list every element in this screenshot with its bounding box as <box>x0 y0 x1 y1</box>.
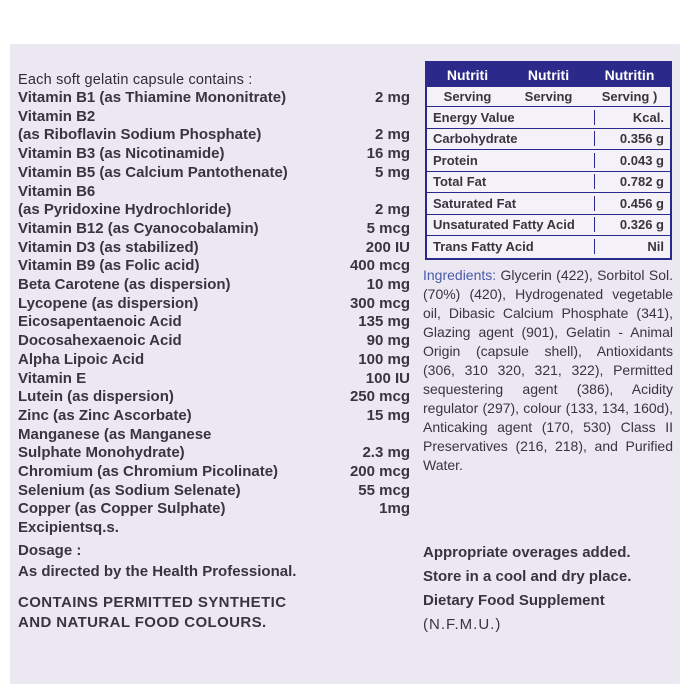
composition-value: 250 mcg <box>349 388 410 406</box>
nutrition-value: 0.326 g <box>594 217 664 232</box>
dosage-text: As directed by the Health Professional. <box>18 563 297 580</box>
composition-name: Zinc (as Zinc Ascorbate) <box>18 406 192 424</box>
colours-statement <box>18 593 286 633</box>
composition-row <box>18 407 410 426</box>
composition-row <box>18 145 410 164</box>
composition-name: Docosahexaenoic Acid <box>18 332 182 350</box>
composition-value: 5 mcg <box>366 219 410 237</box>
composition-row <box>18 351 410 370</box>
composition-value <box>404 426 410 445</box>
nutrition-label: Carbohydrate <box>433 131 518 147</box>
nutrition-table <box>425 61 672 260</box>
composition-name: (as Riboflavin Sodium Phosphate) <box>18 126 262 144</box>
nutrition-header-cell: Nutritin <box>604 67 655 83</box>
composition-row <box>18 388 410 407</box>
composition-name: Chromium (as Chromium Picolinate) <box>18 463 279 481</box>
nutrition-row <box>427 107 670 129</box>
nutrition-row <box>427 193 670 215</box>
composition-value: 1mg <box>379 500 410 518</box>
composition-name: Vitamin B5 (as Calcium Pantothenate) <box>18 163 288 181</box>
nutrition-value: 0.782 g <box>594 174 664 189</box>
composition-row <box>18 276 410 295</box>
composition-row <box>18 519 410 538</box>
composition-name: Vitamin B6 <box>18 182 96 200</box>
nutrition-row <box>427 172 670 194</box>
composition-list <box>18 89 410 538</box>
nutrition-subheader-cell: Serving <box>524 89 573 104</box>
composition-name: Excipientsq.s. <box>18 519 119 537</box>
overages-note: Appropriate overages added. <box>423 544 631 561</box>
nutrition-subheader-cell: Serving <box>443 89 492 104</box>
nutrition-subheader-cell: Serving ) <box>601 89 658 104</box>
nutrition-row <box>427 129 670 151</box>
nutrition-label: Trans Fatty Acid <box>433 239 534 255</box>
supplement-note: Dietary Food Supplement <box>423 592 605 609</box>
composition-value: 10 mg <box>366 276 410 294</box>
composition-row <box>18 426 410 445</box>
nutrition-header-cell: Nutriti <box>527 67 570 83</box>
nutrition-label: Unsaturated Fatty Acid <box>433 217 575 233</box>
composition-row <box>18 500 410 519</box>
composition-name: Vitamin E <box>18 369 87 387</box>
nutrition-label: Protein <box>433 152 478 168</box>
composition-value: 135 mg <box>358 313 410 331</box>
composition-value: 2 mg <box>374 89 410 106</box>
ingredients-text: Glycerin (422), Sorbitol Sol. (70%) (420), Hydrogenated vegetable oil, Dibasic Calcium Phosphate (341), Glazing agent (901), Gelatin - Animal Origin (capsule shell), Antioxidants (306, 310 320, 321, 322), Permitted sequestering agent (386), Acidity regulator (297), colour (133, 134, 160d), Anticaking agent (170, 530) Class II Preservatives (216, 218), and Purified Water. <box>423 267 673 473</box>
composition-value: 400 mcg <box>349 257 410 275</box>
ingredients-paragraph <box>423 266 673 475</box>
nutrition-value: 0.456 g <box>594 196 664 211</box>
composition-name: Vitamin B1 (as Thiamine Mononitrate) <box>18 89 287 106</box>
composition-row <box>18 463 410 482</box>
composition-row <box>18 108 410 127</box>
composition-row <box>18 370 410 389</box>
nutrition-value: Nil <box>594 239 664 254</box>
composition-row <box>18 444 410 463</box>
composition-intro: Each soft gelatin capsule contains : <box>18 72 253 88</box>
composition-value: 2 mg <box>374 126 410 144</box>
composition-value <box>404 108 410 127</box>
composition-value: 200 IU <box>365 238 410 256</box>
nutrition-value: Kcal. <box>594 110 664 125</box>
composition-name: Vitamin B3 (as Nicotinamide) <box>18 145 225 163</box>
composition-row <box>18 201 410 220</box>
nutrition-row <box>427 215 670 237</box>
nutrition-label: Total Fat <box>433 174 487 190</box>
colours-line-1: CONTAINS PERMITTED SYNTHETIC <box>18 594 287 611</box>
storage-notes <box>423 541 631 637</box>
nfmu-note: (N.F.M.U.) <box>423 616 502 633</box>
composition-value: 100 mg <box>358 350 410 368</box>
composition-row <box>18 164 410 183</box>
nutrition-header-cell: Nutriti <box>446 67 489 83</box>
nutrition-header <box>427 63 670 87</box>
nutrition-rows <box>427 107 670 258</box>
composition-name: Copper (as Copper Sulphate) <box>18 500 226 518</box>
composition-name: Selenium (as Sodium Selenate) <box>18 481 241 499</box>
nutrition-value: 0.356 g <box>594 131 664 146</box>
composition-row <box>18 295 410 314</box>
composition-name: Lycopene (as dispersion) <box>18 294 199 312</box>
composition-name: Vitamin B2 <box>18 107 96 125</box>
nutrition-subheader <box>427 87 670 107</box>
composition-value: 15 mg <box>366 406 410 424</box>
composition-row <box>18 220 410 239</box>
composition-value: 2 mg <box>374 201 410 219</box>
composition-row <box>18 126 410 145</box>
composition-name: Vitamin B12 (as Cyanocobalamin) <box>18 219 259 237</box>
composition-value: 5 mg <box>374 163 410 181</box>
composition-name: Beta Carotene (as dispersion) <box>18 276 231 294</box>
nutrition-label: Energy Value <box>433 109 515 125</box>
composition-row <box>18 313 410 332</box>
dosage-label: Dosage : <box>18 542 82 559</box>
colours-line-2: AND NATURAL FOOD COLOURS. <box>18 614 267 631</box>
composition-row <box>18 332 410 351</box>
composition-value: 100 IU <box>365 369 410 387</box>
composition-value <box>404 519 410 538</box>
composition-name: Manganese (as Manganese <box>18 425 212 443</box>
composition-value: 90 mg <box>366 332 410 350</box>
composition-name: Sulphate Monohydrate) <box>18 444 185 462</box>
composition-value <box>404 183 410 202</box>
composition-value: 55 mcg <box>358 481 410 499</box>
composition-row <box>18 257 410 276</box>
ingredients-label: Ingredients: <box>423 267 497 283</box>
composition-row <box>18 183 410 202</box>
composition-name: Lutein (as dispersion) <box>18 388 174 406</box>
nutrition-row <box>427 150 670 172</box>
composition-value: 16 mg <box>366 145 410 163</box>
composition-value: 300 mcg <box>349 294 410 312</box>
composition-name: Vitamin B9 (as Folic acid) <box>18 257 200 275</box>
nutrition-value: 0.043 g <box>594 153 664 168</box>
composition-value: 200 mcg <box>349 463 410 481</box>
nutrition-row <box>427 236 670 258</box>
composition-panel <box>18 72 410 538</box>
composition-row <box>18 239 410 258</box>
storage-note: Store in a cool and dry place. <box>423 568 632 585</box>
composition-name: Eicosapentaenoic Acid <box>18 313 182 331</box>
nutrition-label: Saturated Fat <box>433 195 517 211</box>
composition-name: Vitamin D3 (as stabilized) <box>18 238 199 256</box>
composition-name: (as Pyridoxine Hydrochloride) <box>18 201 232 219</box>
composition-name: Alpha Lipoic Acid <box>18 350 145 368</box>
composition-row <box>18 482 410 501</box>
composition-value: 2.3 mg <box>362 444 410 462</box>
composition-row <box>18 89 410 108</box>
